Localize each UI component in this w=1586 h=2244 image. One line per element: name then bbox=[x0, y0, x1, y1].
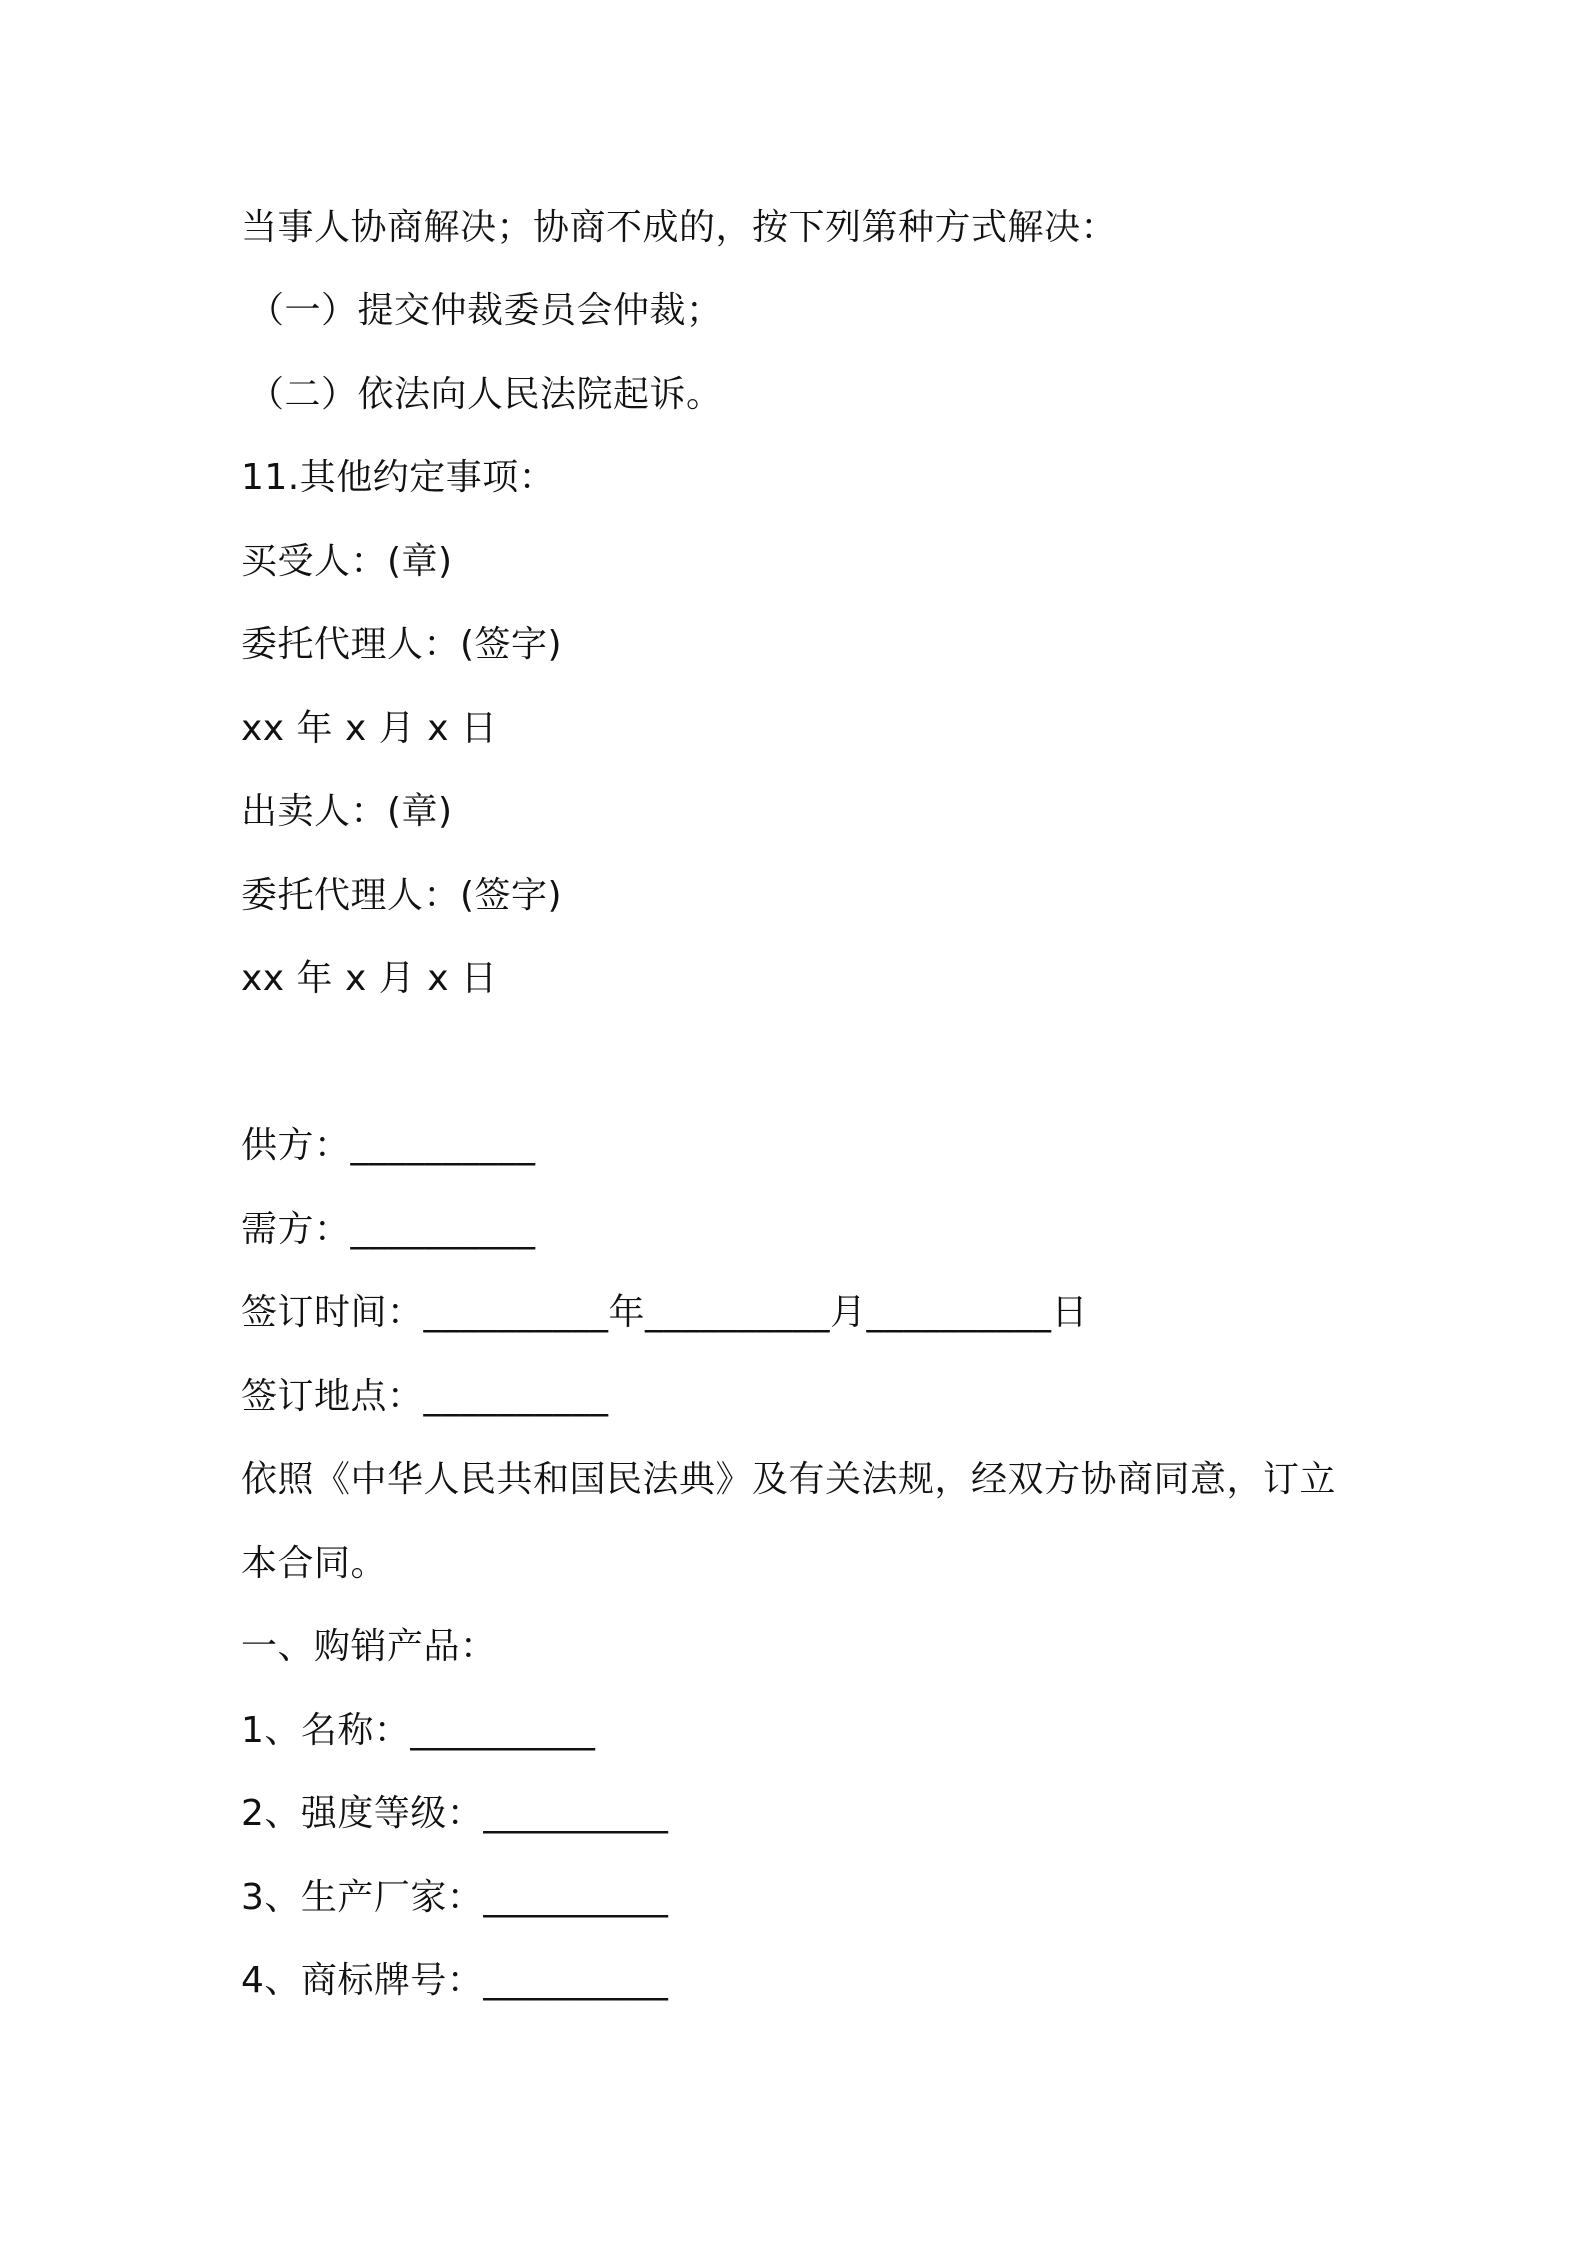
supplier-field: 供方：__________ bbox=[241, 1125, 536, 1166]
buyer-date: xx 年 x 月 x 日 bbox=[241, 708, 498, 749]
option-arbitration: （一）提交仲裁委员会仲裁； bbox=[248, 290, 723, 331]
contract-basis-text-end: 本合同。 bbox=[241, 1543, 388, 1584]
buyer-agent-signature: 委托代理人：(签字) bbox=[241, 624, 563, 665]
seller-agent-signature: 委托代理人：(签字) bbox=[241, 875, 563, 916]
other-terms-heading: 11.其他约定事项： bbox=[241, 457, 556, 498]
dispute-resolution-text: 当事人协商解决；协商不成的，按下列第种方式解决： bbox=[241, 207, 1118, 248]
seller-seal: 出卖人：(章) bbox=[241, 791, 453, 832]
contract-basis-text: 依照《中华人民共和国民法典》及有关法规，经双方协商同意，订立 bbox=[241, 1459, 1337, 1500]
seller-date: xx 年 x 月 x 日 bbox=[241, 958, 498, 999]
buyer-seal: 买受人：(章) bbox=[241, 541, 453, 582]
signing-date-field: 签订时间：__________年__________月__________日 bbox=[241, 1292, 1089, 1333]
manufacturer-field: 3、生产厂家：__________ bbox=[241, 1877, 669, 1918]
products-heading: 一、购销产品： bbox=[241, 1626, 497, 1667]
trademark-field: 4、商标牌号：__________ bbox=[241, 1960, 669, 2001]
option-court: （二）依法向人民法院起诉。 bbox=[248, 374, 723, 415]
strength-grade-field: 2、强度等级：__________ bbox=[241, 1793, 669, 1834]
product-name-field: 1、名称：__________ bbox=[241, 1710, 596, 1751]
signing-place-field: 签订地点：__________ bbox=[241, 1376, 609, 1417]
purchaser-field: 需方：__________ bbox=[241, 1209, 536, 1250]
